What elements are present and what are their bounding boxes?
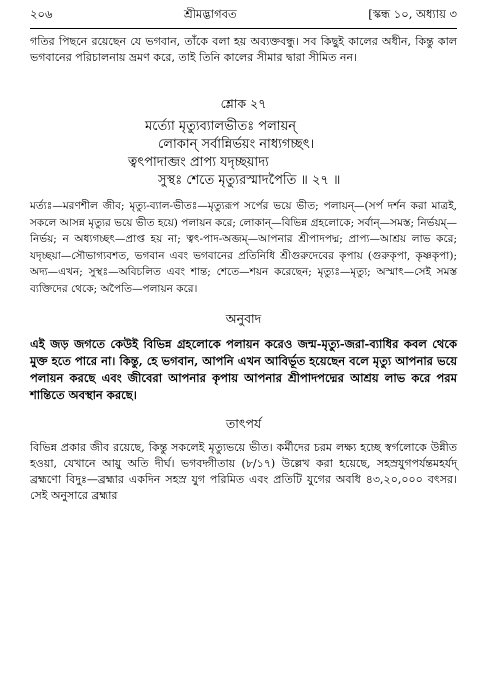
translation-heading: অনুবাদ <box>225 311 262 326</box>
chapter-info: [স্কন্ধ ১০, অধ্যায় ৩ <box>368 7 457 21</box>
word-meanings: মর্ত্যঃ—মরণশীল জীব; মৃত্যু-ব্যাল-ভীতঃ—মৃত্যুরূপ সর্পের ভয়ে ভীত; পলায়ন্—(সর্প দর্শন করা মাত্রই, সকলে আসন্ন মৃত্যুর ভয়ে ভীত হয়ে) পলায়ন করে; লোকান্—বিভিন্ন গ্রহলোকে; সর্বান্—সমস্ত; নির্ভয়ম্—নির্ভয়; ন অধ্যগচ্ছৎ—প্রাপ্ত হয় না; ত্বৎ-পাদ-অব্জম্—আপনার শ্রীপাদপদ্ম; প্রাপ্য—আশ্রয় লাভ করে; যদৃচ্ছয়া—সৌভাগ্যবশত, ভগবান এবং ভগবানের প্রতিনিধি শ্রীগুরুদেবের কৃপায় (গুরুকৃপা, কৃষ্ণকৃপা); অদ্য—এখন; সুস্থঃ—অবিচলিত এবং শান্ত; শেতে—শয়ন করেছেন; মৃত্যুঃ—মৃত্যু; অস্মাৎ—সেই সমস্ত ব্যক্তিদের থেকে; অপৈতি—পলায়ন করে। <box>30 200 457 295</box>
verse-line-2: লোকান্ সর্বান্নির্ভয়ং নাধ্যগচ্ছৎ। <box>158 137 315 152</box>
book-title: শ্রীমদ্ভাগবত <box>183 7 237 21</box>
sloka-verse <box>30 118 457 190</box>
translation-text: এই জড় জগতে কেউই বিভিন্ন গ্রহলোকে পলায়ন করেও জন্ম-মৃত্যু-জরা-ব্যাধির কবল থেকে মুক্ত হতে পারে না। কিন্তু, হে ভগবান, আপনি এখন আবির্ভূত হয়েছেন বলে মৃত্যু আপনার ভয়ে পলায়ন করছে এবং জীবেরা আপনার কৃপায় আপনার শ্রীপাদপদ্মের আশ্রয় লাভ করে পরম শান্তিতে অবস্থান করছে। <box>30 337 457 402</box>
page-header <box>30 6 457 29</box>
verse-line-3: ত্বৎপাদাব্জং প্রাপ্য যদৃচ্ছয়াদ্য <box>128 155 269 170</box>
page-number: ২০৬ <box>30 7 53 21</box>
purport-heading: তাৎপর্য <box>225 416 262 431</box>
purport-text: বিভিন্ন প্রকার জীব রয়েছে, কিন্তু সকলেই মৃত্যুভয়ে ভীত। কর্মীদের চরম লক্ষ্য হচ্ছে স্বর্গলোকে উন্নীত হওয়া, যেখানে আয়ু অতি দীর্ঘ। ভগবদ্গীতায় (৮/১৭) উল্লেখ করা হয়েছে, সহস্রযুগপর্যন্তমহর্যদ্ ব্রহ্মণো বিদুঃ—ব্রহ্মার একদিন সহস্র যুগ পরিমিত এবং প্রতিটি যুগের অবধি ৪৩,২০,০০০ বৎসর। সেই অনুসারে ব্রহ্মার <box>30 441 457 502</box>
sloka-heading: শ্লোক ২৭ <box>220 96 267 111</box>
intro-paragraph: গতির পিছনে রয়েছেন যে ভগবান, তাঁকে বলা হয় অব্যক্তবন্ধু। সব কিছুই কালের অধীন, কিন্তু কাল ভগবানের পরিচালনায় ভ্রমণ করে, তাই তিনি কালের সীমার দ্বারা সীমিত নন। <box>30 35 457 64</box>
verse-line-1: মর্ত্যো মৃত্যুব্যালভীতঃ পলায়ন্ <box>145 119 296 134</box>
verse-line-4: সুস্থঃ শেতে মৃত্যুরস্মাদপৈতি ॥ ২৭ ॥ <box>158 173 341 188</box>
